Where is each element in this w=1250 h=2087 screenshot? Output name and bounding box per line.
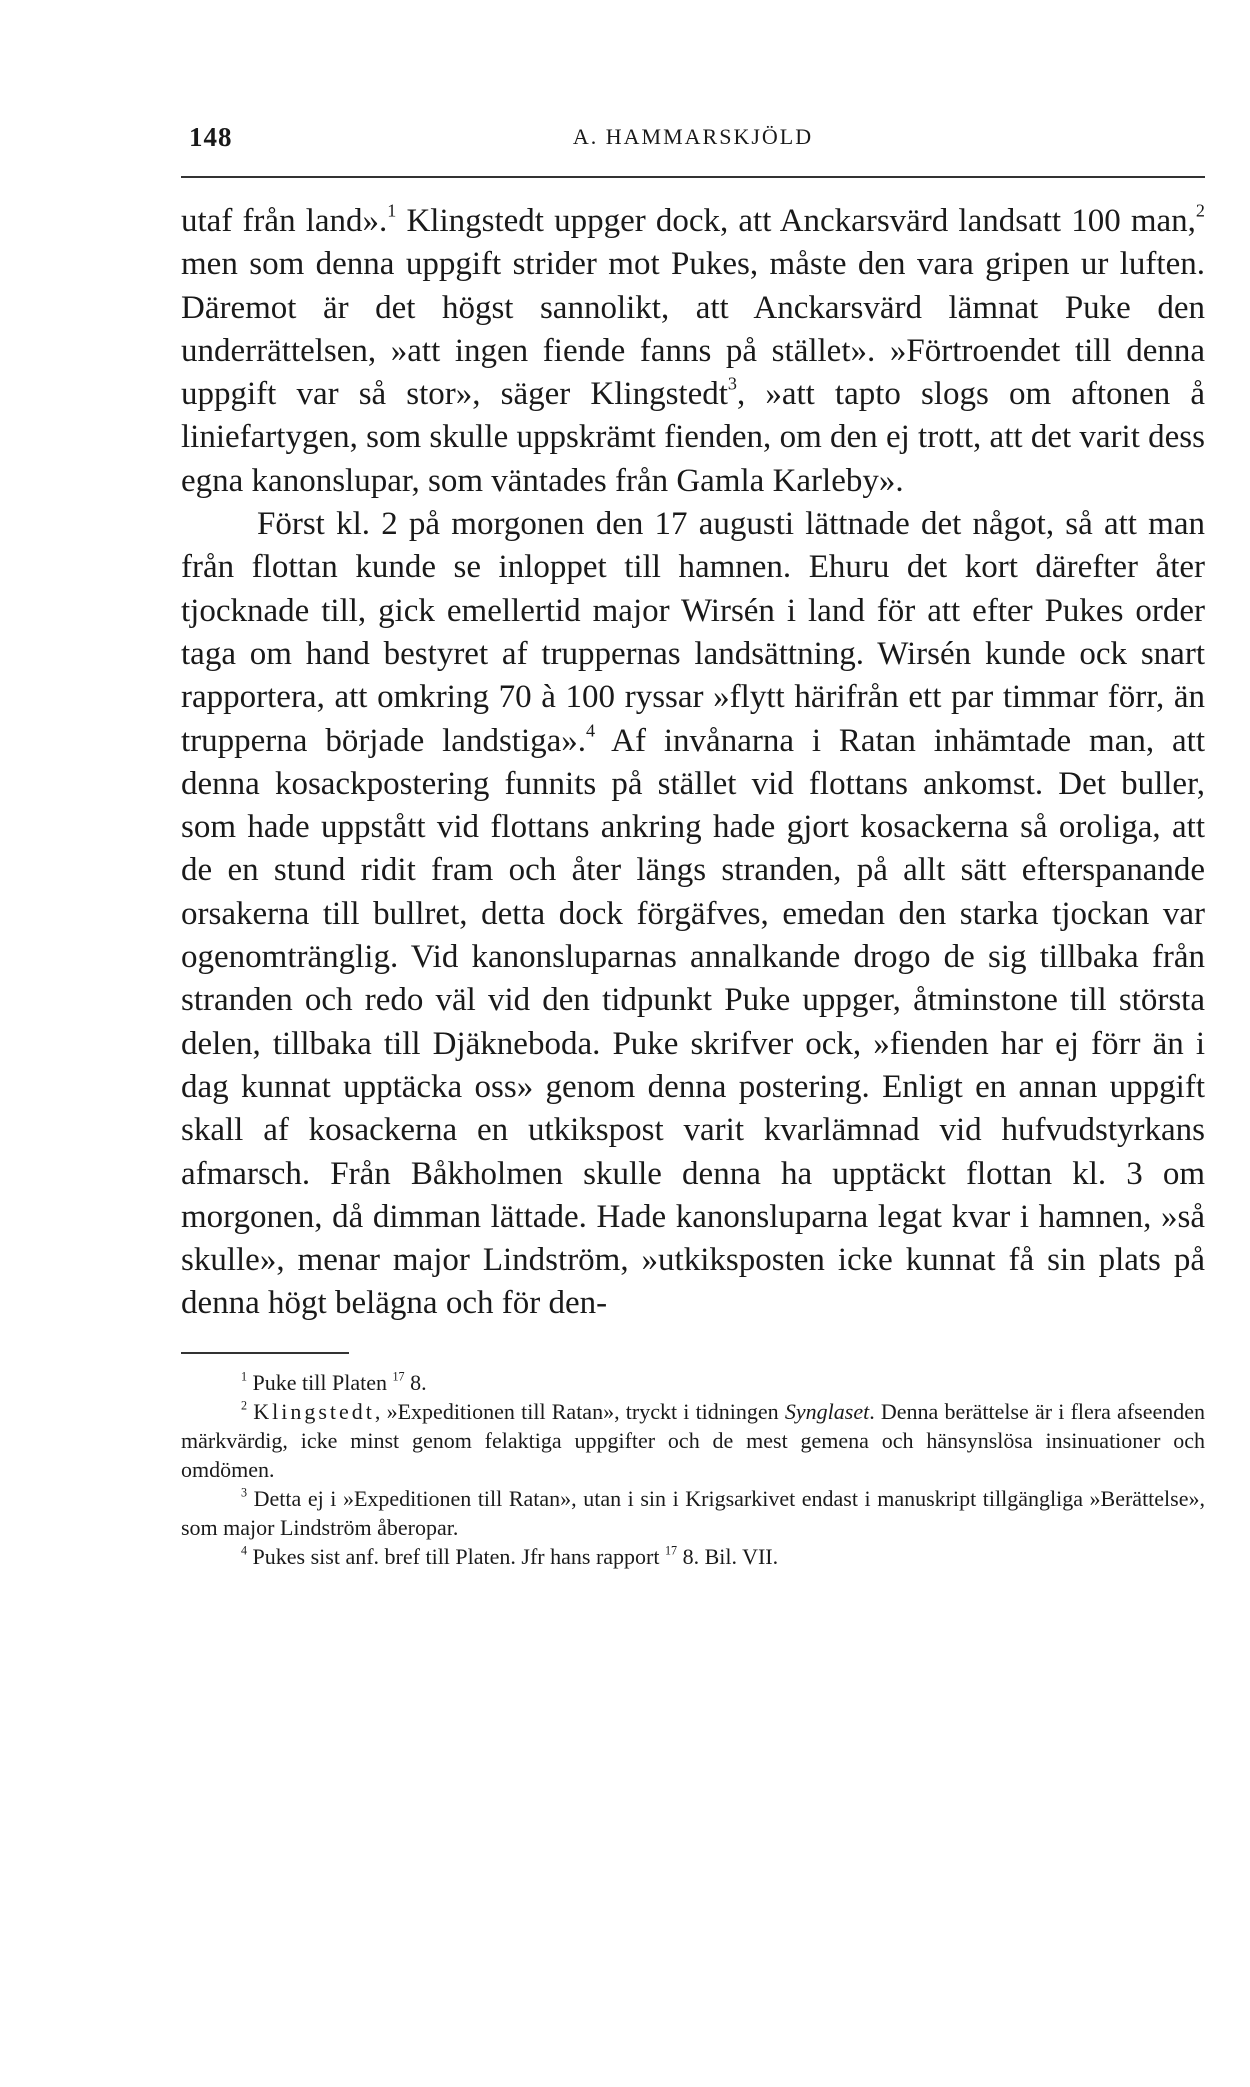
footnote-1-number: 1 bbox=[241, 1369, 248, 1384]
page-header bbox=[181, 118, 1205, 162]
body-text bbox=[181, 200, 1205, 1326]
footnote-2-newspaper: Synglaset bbox=[784, 1398, 870, 1424]
paragraph-1-part-d: , »att tapto slogs om aftonen å liniefartygen, som skulle uppskrämt fienden, om den ej trott, att det varit dess egna kanonslupar, som väntades från Gamla Karleby». bbox=[181, 376, 1205, 499]
paragraph-1-part-b: Klingstedt uppger dock, att Anckarsvärd landsatt 100 man, bbox=[396, 203, 1196, 239]
paragraph-1-part-a: utaf från land». bbox=[181, 203, 388, 239]
footnote-1-date-rest: 8. bbox=[404, 1369, 427, 1395]
footnote-4-text-b: 8. Bil. VII. bbox=[677, 1543, 779, 1569]
paragraph-1-part-c: men som denna uppgift strider mot Pukes, måste den vara gripen ur luften. Däremot är det högst sannolikt, att Anckarsvärd lämnat Puke den underrättelsen, »att ingen fiende fanns på stället». »Förtroendet till denna uppgift var så stor», säger Klingstedt bbox=[181, 246, 1205, 413]
footnote-2-text-a: , »Expeditionen till Ratan», tryckt i tidningen bbox=[374, 1398, 785, 1424]
paragraph-1 bbox=[181, 200, 1205, 503]
footnote-ref-4: 4 bbox=[586, 720, 596, 741]
header-rule bbox=[181, 176, 1205, 178]
footnote-2-author: Klingstedt bbox=[253, 1398, 375, 1424]
footnote-3-text: Detta ej i »Expeditionen till Ratan», utan i sin i Krigsarkivet endast i manuskript tillgängliga »Berättelse», som major Lindström åberopar. bbox=[181, 1485, 1205, 1540]
footnote-1-text: Puke till Platen bbox=[252, 1369, 387, 1395]
paragraph-2 bbox=[181, 503, 1205, 1326]
footnote-2-text-b: . Denna berättelse är i flera afseenden märkvärdig, icke minst genom felaktiga uppgifter och de mest gemena och hänsynslösa insinuationer och omdömen. bbox=[181, 1398, 1205, 1482]
footnote-1-date-sup: 17 bbox=[392, 1369, 405, 1384]
footnote-4 bbox=[181, 1542, 1205, 1571]
footnote-3-number: 3 bbox=[241, 1485, 248, 1500]
footnote-ref-2: 2 bbox=[1195, 200, 1205, 221]
page-number: 148 bbox=[189, 122, 233, 152]
footnote-rule bbox=[181, 1352, 349, 1354]
footnote-4-date-sup: 17 bbox=[664, 1543, 678, 1558]
footnote-3 bbox=[181, 1484, 1205, 1542]
footnote-2-number: 2 bbox=[241, 1398, 248, 1413]
book-page bbox=[181, 118, 1205, 1571]
footnote-4-number: 4 bbox=[241, 1543, 248, 1558]
footnote-ref-1: 1 bbox=[387, 200, 397, 221]
footnote-4-text-a: Pukes sist anf. bref till Platen. Jfr hans rapport bbox=[252, 1543, 665, 1569]
paragraph-2-part-a: Först kl. 2 på morgonen den 17 augusti lättnade det något, så att man från flottan kunde se inloppet till hamnen. Ehuru det kort därefter åter tjocknade till, gick emellertid major Wirsén i land för att efter Pukes order taga om hand bestyret af truppernas landsättning. Wirsén kunde ock snart rapportera, att omkring 70 à 100 ryssar »flytt härifrån ett par timmar förr, än trupperna började landstiga». bbox=[181, 506, 1205, 759]
running-head: A. HAMMARSKJÖLD bbox=[572, 124, 814, 149]
paragraph-2-part-b: Af invånarna i Ratan inhämtade man, att denna kosackpostering funnits på stället vid flottans ankomst. Det buller, som hade uppstått vid flottans ankring hade gjort kosackerna så oroliga, att de en stund ridit fram och åter längs stranden, på allt sätt efterspanande orsakerna till bullret, detta dock förgäfves, emedan den starka tjockan var ogenomtränglig. Vid kanonsluparnas annalkande drogo de sig tillbaka från stranden och redo väl vid den tidpunkt Puke uppger, åtminstone till största delen, tillbaka till Djäkneboda. Puke skrifver ock, »fienden har ej förr än i dag kunnat upptäcka oss» genom denna postering. Enligt en annan uppgift skall af kosackerna en utkikspost varit kvarlämnad vid hufvudstyrkans afmarsch. Från Båkholmen skulle denna ha upptäckt flottan kl. 3 om morgonen, då dimman lättade. Hade kanonsluparna legat kvar i hamnen, »så skulle», menar major Lindström, »utkiksposten icke kunnat få sin plats på denna högt belägna och för den- bbox=[181, 722, 1205, 1322]
footnote-1 bbox=[181, 1368, 1205, 1397]
footnotes bbox=[181, 1368, 1205, 1571]
footnote-ref-3: 3 bbox=[727, 373, 737, 394]
footnote-2 bbox=[181, 1397, 1205, 1484]
